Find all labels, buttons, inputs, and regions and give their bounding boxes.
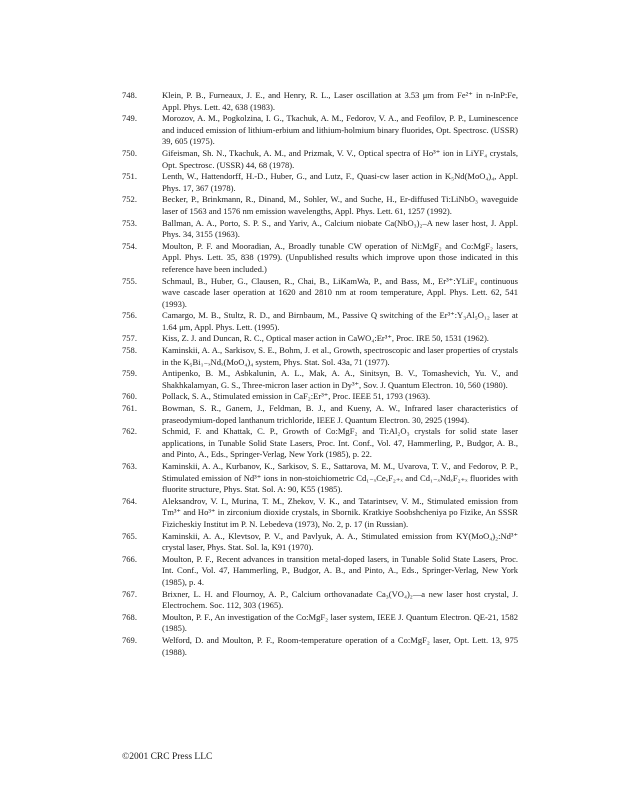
reference-text: Kaminskii, A. A., Kurbanov, K., Sarkisov, S. E., Sattarova, M. M., Uvarova, T. V., and Fedorov, P. P., Stimulated emission of Nd³⁺ ions in non-stoichiometric Cd₁₋ₓCeₓF₂₊ₓ and Cd₁₋ₓNdₓF₂₊ₓ fluorides with fluorite structure, Phys. Stat. Sol. A: 90, K55 (1985). [162,461,518,495]
reference-item [122,90,518,113]
reference-item [122,391,518,403]
reference-text: Moulton, P. F., Recent advances in transition metal-doped lasers, in Tunable Solid State Lasers, Proc. Int. Conf., Vol. 47, Hammerling, P., Budgor, A. B., and Pinto, A., Eds., Springer-Verlag, New York (1985), p. 4. [162,553,518,587]
reference-number: 750. [122,147,137,158]
reference-item [122,171,518,194]
reference-text: Kaminskii, A. A., Klevtsov, P. V., and Pavlyuk, A. A., Stimulated emission from KY(MoO₄)₂:Nd³⁺ crystal laser, Phys. Stat. Sol. la, K91 (1970). [162,530,518,553]
reference-text: Kaminskii, A. A., Sarkisov, S. E., Bohm, J. et al., Growth, spectroscopic and laser properties of crystals in the K₅Bi₁₋ₓNdₓ(MoO₄)₄ system, Phys. Stat. Sol. 43a, 71 (1977). [162,345,518,367]
reference-number: 764. [122,495,137,506]
reference-text: Lenth, W., Hattendorff, H.-D., Huber, G., and Lutz, F., Quasi-cw laser action in K₅Nd(MoO₄)₄, Appl. Phys. 17, 367 (1978). [162,171,518,193]
reference-item [122,310,518,333]
reference-number: 767. [122,588,137,599]
reference-item [122,345,518,368]
reference-text: Moulton, P. F. and Mooradian, A., Broadly tunable CW operation of Ni:MgF₂ and Co:MgF₂ lasers, Appl. Phys. Lett. 35, 838 (1979). (Unpublished results which improve upon those indicated in this reference have been included.) [162,240,518,274]
copyright-footer: ©2001 CRC Press LLC [122,752,213,762]
reference-text: Bowman, S. R., Ganem, J., Feldman, B. J., and Kueny, A. W., Infrared laser characteristics of praseodymium-doped lanthanum trichloride, IEEE J. Quantum Electron. 30, 2925 (1994). [162,403,518,425]
reference-number: 751. [122,171,137,182]
reference-number: 759. [122,368,137,379]
reference-item [122,403,518,426]
reference-number: 760. [122,391,137,402]
reference-list [122,90,518,658]
reference-number: 756. [122,310,137,321]
reference-item [122,368,518,391]
reference-text: Antipenko, B. M., Asbkalunin, A. L., Mak, A. A., Sinitsyn, B. V., Tomashevich, Yu. V., and Shakhkalamyan, G. S., Three-micron laser action in Dy³⁺, Sov. J. Quantum Electron. 10, 560 (1980). [162,368,518,390]
reference-text: Schmid, F. and Khattak, C. P., Growth of Co:MgF₂ and Ti:Al₂O₃ crystals for solid state laser applications, in Tunable Solid State Lasers, Proc. Int. Conf., Vol. 47, Hammerling, P., Budgor, A. B., and Pinto, A., Eds., Springer-Verlag, New York (1985), p. 22. [162,426,518,460]
reference-text: Ballman, A. A., Porto, S. P. S., and Yariv, A., Calcium niobate Ca(NbO₃)₂–A new laser host, J. Appl. Phys. 34, 3155 (1963). [162,217,518,240]
reference-text: Pollack, S. A., Stimulated emission in CaF₂:Er³⁺, Proc. IEEE 51, 1793 (1963). [162,391,431,402]
reference-text: Brixner, L. H. and Flournoy, A. P., Calcium orthovanadate Ca₃(VO₄)₂—a new laser host crystal, J. Electrochem. Soc. 112, 303 (1965). [162,588,518,611]
reference-number: 748. [122,90,137,100]
reference-number: 769. [122,634,137,645]
reference-text: Morozov, A. M., Pogkolzina, I. G., Tkachuk, A. M., Fedorov, V. A., and Feofilov, P. P., Luminescence and induced emission of lithium-erbium and lithium-holmium binary fluorides, Opt. Spectrosc. (USSR) 39, 605 (1975). [162,113,518,147]
reference-item [122,554,518,589]
reference-item [122,218,518,241]
reference-number: 766. [122,553,137,564]
reference-text: Welford, D. and Moulton, P. F., Room-temperature operation of a Co:MgF₂ laser, Opt. Lett. 13, 975 (1988). [162,634,518,657]
reference-text: Camargo, M. B., Stultz, R. D., and Birnbaum, M., Passive Q switching of the Er³⁺:Y₃Al₅O₁₂ laser at 1.64 μm, Appl. Phys. Lett. (1995). [162,310,518,332]
reference-item [122,612,518,635]
reference-item [122,589,518,612]
reference-item [122,333,518,345]
reference-number: 758. [122,345,137,356]
reference-item [122,496,518,531]
reference-text: Becker, P., Brinkmann, R., Dinand, M., Sohler, W., and Suche, H., Er-diffused Ti:LiNbO₃ waveguide laser of 1563 and 1576 nm emission wavelengths, Appl. Phys. Lett. 61, 1257 (1992). [162,194,518,216]
reference-text: Aleksandrov, V. I., Murina, T. M., Zhekov, V. K., and Tatarintsev, V. M., Stimulated emission from Tm³⁺ and Ho³⁺ in zirconium dioxide crystals, in Sbornik. Kratkiye Soobshcheniya po Fizike, An SSSR Fizicheskiy Institut im P. N. Lebedeva (1973), No. 2, p. 17 (in Russian). [162,495,518,529]
reference-number: 768. [122,611,137,622]
reference-number: 763. [122,461,137,471]
reference-item [122,194,518,217]
reference-item [122,241,518,276]
reference-number: 749. [122,113,137,124]
reference-item [122,148,518,171]
reference-text: Gifeisman, Sh. N., Tkachuk, A. M., and Prizmak, V. V., Optical spectra of Ho³⁺ ion in LiYF₄ crystals, Opt. Spectrosc. (USSR) 44, 68 (1978). [162,147,518,170]
reference-text: Kiss, Z. J. and Duncan, R. C., Optical maser action in CaWO₄:Er³⁺, Proc. IRE 50, 1531 (1962). [162,333,489,344]
reference-number: 753. [122,217,137,228]
reference-number: 757. [122,333,137,344]
reference-number: 754. [122,240,137,251]
reference-number: 755. [122,275,137,286]
reference-number: 752. [122,194,137,205]
reference-item [122,113,518,148]
reference-text: Moulton, P. F., An investigation of the Co:MgF₂ laser system, IEEE J. Quantum Electron. QE-21, 1582 (1985). [162,611,518,634]
reference-item [122,635,518,658]
reference-text: Klein, P. B., Furneaux, J. E., and Henry, R. L., Laser oscillation at 3.53 μm from Fe²⁺ in n-InP:Fe, Appl. Phys. Lett. 42, 638 (1983). [162,90,518,112]
reference-number: 762. [122,426,137,437]
reference-item [122,276,518,311]
reference-item [122,531,518,554]
reference-item [122,426,518,461]
reference-number: 761. [122,403,137,414]
reference-text: Schmaul, B., Huber, G., Clausen, R., Chai, B., LiKamWa, P., and Bass, M., Er³⁺:YLiF₄ continuous wave cascade laser operation at 1620 and 2810 nm at room temperature, Appl. Phys. Lett. 62, 541 (1993). [162,275,518,309]
reference-number: 765. [122,530,137,541]
reference-item [122,461,518,496]
